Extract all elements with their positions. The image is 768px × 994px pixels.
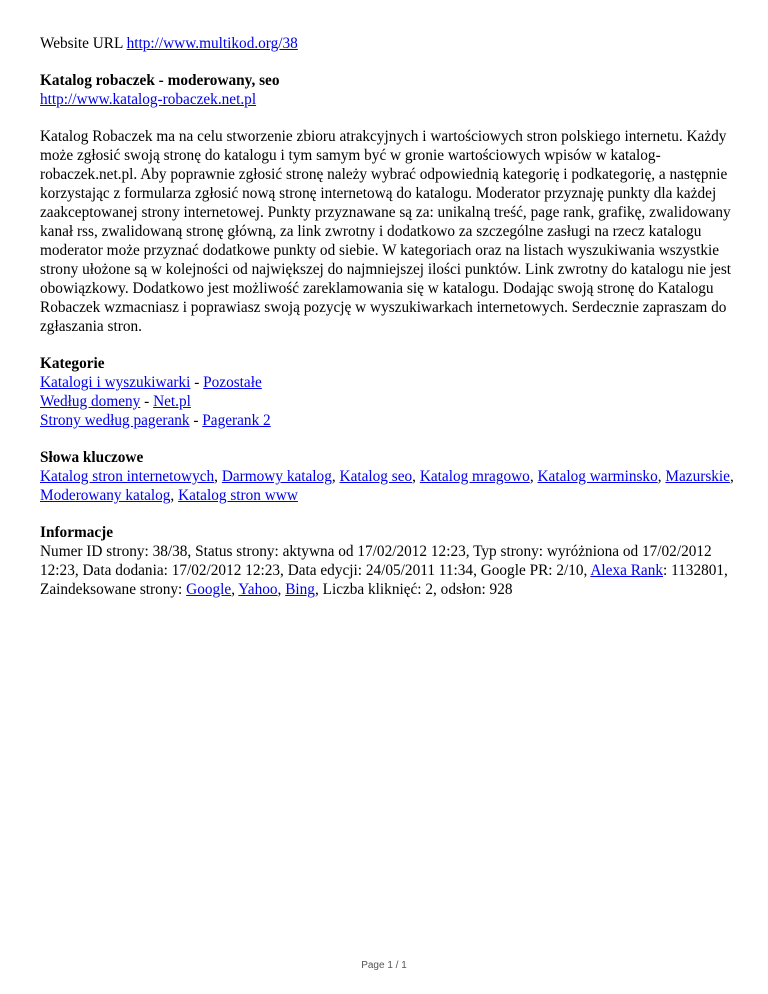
yahoo-link[interactable]: Yahoo — [238, 581, 278, 598]
keyword-link[interactable]: Mazurskie — [665, 468, 730, 485]
category-link[interactable]: Według domeny — [40, 393, 141, 410]
keyword-link[interactable]: Katalog mragowo — [419, 468, 530, 485]
category-row — [40, 373, 740, 392]
page-footer: Page 1 / 1 — [361, 960, 407, 971]
keyword-link[interactable]: Katalog warminsko — [537, 468, 658, 485]
info-text: Numer ID strony: 38/38, Status strony: aktywna od 17/02/2012 12:23, Typ strony: wyróżniona od 17/02/2012 12:23, Data dodania: 17/02/2012 12:23, Data edycji: 24/05/2011 11:34, Google PR: 2/10, Alexa Rank: 1132801, Zaindeksowane strony: Google, Yahoo, Bing, Liczba kliknięć: 2, odsłon: 928 — [40, 543, 728, 598]
info-section — [40, 523, 740, 599]
keyword-link[interactable]: Katalog stron internetowych — [40, 468, 215, 485]
subcategory-link[interactable]: Pagerank 2 — [202, 412, 271, 429]
google-link[interactable]: Google — [186, 581, 232, 598]
categories-section — [40, 354, 740, 430]
categories-heading: Kategorie — [40, 355, 105, 372]
category-link[interactable]: Katalogi i wyszukiwarki — [40, 374, 191, 391]
website-url-link[interactable]: http://www.multikod.org/38 — [126, 35, 298, 52]
subcategory-link[interactable]: Pozostałe — [203, 374, 262, 391]
category-link[interactable]: Strony według pagerank — [40, 412, 190, 429]
website-url-label: Website URL — [40, 35, 123, 52]
document-page — [40, 34, 740, 617]
info-heading: Informacje — [40, 524, 114, 541]
keywords-heading: Słowa kluczowe — [40, 449, 144, 466]
website-url-line — [40, 34, 740, 53]
category-row — [40, 392, 740, 411]
keywords-section — [40, 448, 740, 505]
keyword-link[interactable]: Moderowany katalog — [40, 487, 171, 504]
category-separator: - — [189, 412, 203, 429]
keyword-link[interactable]: Katalog seo — [339, 468, 413, 485]
site-description: Katalog Robaczek ma na celu stworzenie zbioru atrakcyjnych i wartościowych stron polskiego internetu. Każdy może zgłosić swoją stronę do katalogu i tym samym być w gronie wartościowych wpisów w katalog-robaczek.net.pl. Aby poprawnie zgłosić stronę należy wybrać odpowiednią kategorię i podkategorię, a następnie korzystając z formularza zgłosić nową stronę internetową do katalogu. Moderator przyznaję punkty dla każdej zaakceptowanej strony internetowej. Punkty przyznawane są za: unikalną treść, page rank, grafikę, zwalidowany kanał rss, zwalidowaną stronę główną, za link zwrotny i dodatkowo za szczególne zasługi na rzecz katalogu moderator może przyznać dodatkowe punkty od siebie. W kategoriach oraz na listach wyszukiwania wszystkie strony ułożone są w kolejności od największej do najmniejszej ilości punktów. Link zwrotny do katalogu nie jest obowiązkowy. Dodatkowo jest możliwość zareklamowania się w katalogu. Dodając swoją stronę do Katalogu Robaczek wzmacniasz i poprawiasz swoją pozycję w wyszukiwarkach internetowych. Serdecznie zapraszam do zgłaszania stron. — [40, 128, 732, 335]
alexa-rank-link[interactable]: Alexa Rank — [590, 562, 663, 579]
category-separator: - — [140, 393, 154, 410]
keywords-list: Katalog stron internetowych, Darmowy katalog, Katalog seo, Katalog mragowo, Katalog warminsko, Mazurskie, Moderowany katalog, Katalog stron www — [40, 468, 734, 504]
site-link[interactable]: http://www.katalog-robaczek.net.pl — [40, 91, 257, 108]
subcategory-link[interactable]: Net.pl — [153, 393, 191, 410]
category-row — [40, 411, 740, 430]
keyword-link[interactable]: Katalog stron www — [178, 487, 298, 504]
keyword-link[interactable]: Darmowy katalog — [221, 468, 332, 485]
category-separator: - — [190, 374, 204, 391]
site-header — [40, 71, 740, 109]
bing-link[interactable]: Bing — [285, 581, 315, 598]
site-title: Katalog robaczek - moderowany, seo — [40, 72, 280, 89]
